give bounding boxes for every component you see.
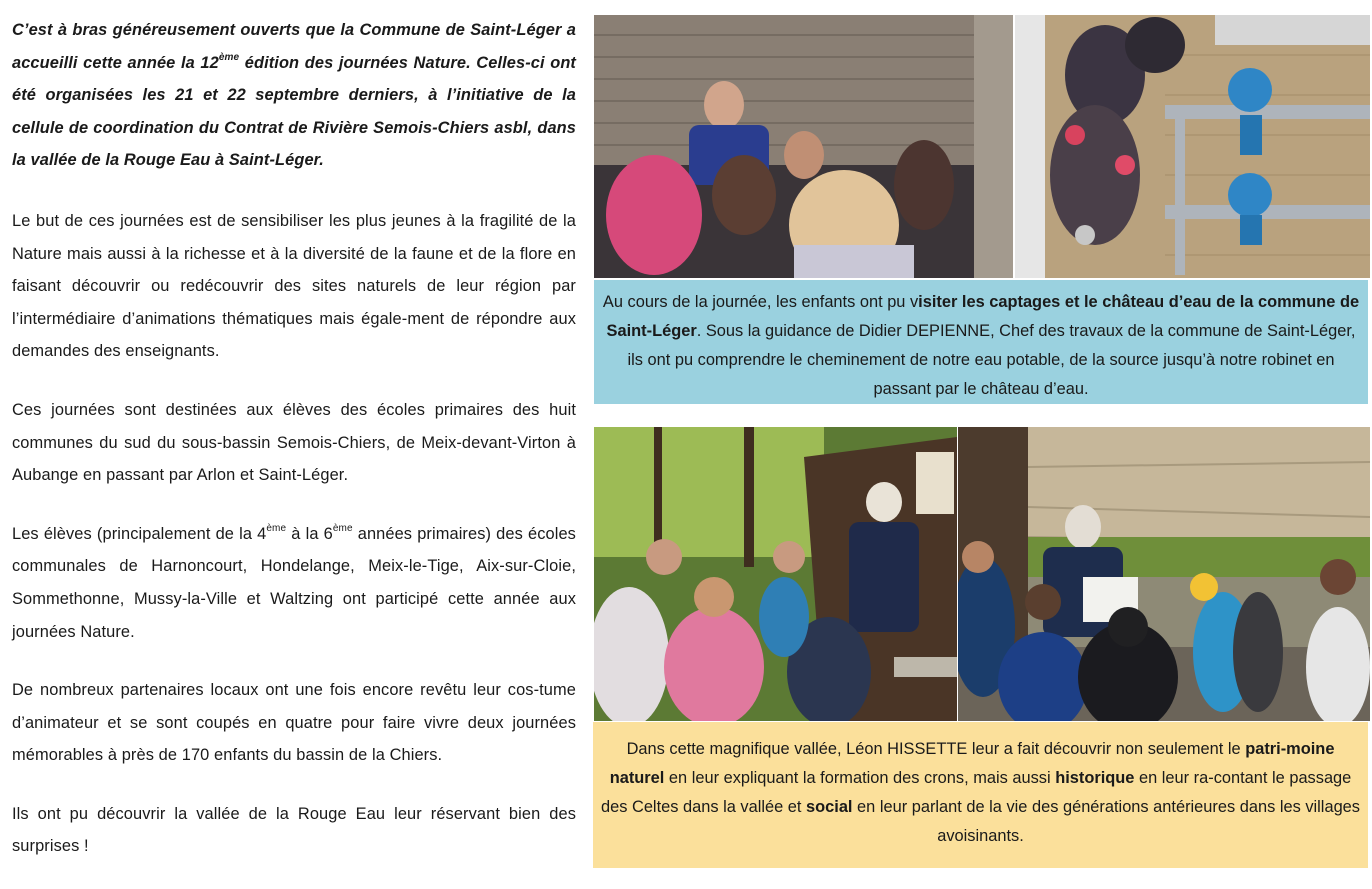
intro-text-part2: édition des journées Nature. Celles-ci ont été organisées les 21 et 22 septembre derniers, à l’initiative de la cellule de coordination du Contrat de Rivière Semois-Chiers asbl, dans la vallée de la Rouge Eau à Saint-Léger. [12, 53, 576, 170]
caption-yellow-bold-3: social [806, 798, 853, 816]
pupils-superscript-1: ème [266, 523, 287, 535]
photo-water-pipes-from-above [1015, 15, 1370, 278]
intro-paragraph [12, 14, 576, 177]
pupils-paragraph [12, 518, 576, 648]
caption-yellow-text-2: en leur expliquant la formation des crons, mais aussi [664, 769, 1056, 787]
caption-valley-heritage [593, 722, 1368, 868]
intro-superscript: ème [218, 52, 240, 64]
pupils-superscript-2: ème [332, 523, 353, 535]
audience-paragraph: Ces journées sont destinées aux élèves des écoles primaires des huit communes du sud du sous-bassin Semois-Chiers, de Meix-devant-Virton à Aubange en passant par Arlon et Saint-Léger. [12, 400, 576, 485]
surprises-paragraph: Ils ont pu découvrir la vallée de la Rouge Eau leur réservant bien des surprises ! [12, 804, 576, 856]
pupils-text-part2: à la 6 [286, 524, 333, 543]
caption-yellow-bold-2: historique [1055, 769, 1135, 787]
caption-blue-text-1: Au cours de la journée, les enfants ont pu v [602, 293, 919, 311]
caption-blue-bold-1: isiter les captages et le château d’eau de la commune de Saint-Léger [606, 293, 1360, 340]
caption-yellow-text-4: en leur parlant de la vie des générations antérieures dans les villages avoisinants. [852, 798, 1360, 845]
caption-blue-text-2: . Sous la guidance de Didier DEPIENNE, Chef des travaux de la commune de Saint-Léger, ils ont pu comprendre le cheminement de notre eau potable, de la source jusqu’à notre robinet en passant par le château d’eau. [627, 322, 1356, 398]
partners-paragraph: De nombreux partenaires locaux ont une fois encore revêtu leur cos-tume d’animateur et se sont coupés en quatre pour faire vivre deux journées mémorables à près de 170 enfants du bassin de la Chiers. [12, 681, 576, 765]
goal-paragraph: Le but de ces journées est de sensibiliser les plus jeunes à la fragilité de la Nature mais aussi à la richesse et à la diversité de la faune et de la flore en faisant découvrir ou redécouvrir des sites naturels de leur région par l’intermédiaire d’animations thématiques mais égale-ment de répondre aux demandes des enseignants. [12, 211, 576, 361]
pupils-text-part3: années primaires) des écoles communales de Harnoncourt, Hondelange, Meix-le-Tige, Aix-sur-Cloie, Sommethonne, Mussy-la-Ville et Waltzing ont participé cette année aux journées Nature. [12, 524, 576, 641]
caption-yellow-text-3: en leur ra-contant le passage des Celtes dans la vallée et [601, 769, 1352, 816]
pupils-text-part1: Les élèves (principalement de la 4 [12, 524, 267, 543]
photo-rock-wall-group [958, 427, 1370, 721]
intro-text-part1: C’est à bras généreusement ouverts que la Commune de Saint-Léger a accueilli cette année la 12 [12, 21, 576, 72]
photo-forest-cabin-children [594, 427, 957, 721]
caption-yellow-bold-1: patri-moine naturel [609, 740, 1335, 787]
photo-guide-with-children [594, 15, 1013, 278]
article-text-column [12, 14, 576, 889]
caption-water-visit [594, 280, 1368, 404]
caption-yellow-text-1: Dans cette magnifique vallée, Léon HISSETTE leur a fait découvrir non seulement le [626, 740, 1246, 758]
